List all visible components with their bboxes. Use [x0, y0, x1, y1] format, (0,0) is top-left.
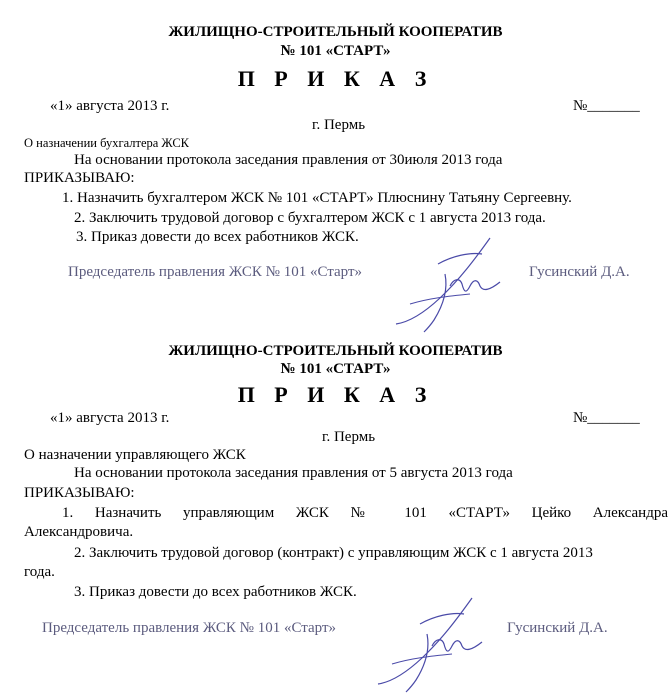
order-city: г. Пермь — [322, 429, 376, 445]
order-item-1: 1. Назначить управляющим ЖСК № 101 «СТАРТ» Цейко Александра — [62, 505, 668, 521]
order-item-2: 2. Заключить трудовой договор (контракт) с управляющим ЖСК с 1 августа 2013 — [74, 545, 593, 561]
order-item-1-continuation: Александровича. — [24, 524, 134, 540]
document-title: П Р И К А З — [237, 382, 434, 407]
order-subject: О назначении бухгалтера ЖСК — [24, 136, 189, 150]
order-item-3: 3. Приказ довести до всех работников ЖСК. — [76, 229, 359, 245]
order-item-1: 1. Назначить бухгалтером ЖСК № 101 «СТАРТ» Плюснину Татьяну Сергеевну. — [62, 190, 572, 206]
order-directive: ПРИКАЗЫВАЮ: — [24, 485, 135, 501]
order-subject: О назначении управляющего ЖСК — [24, 447, 246, 463]
organization-name: ЖИЛИЩНО-СТРОИТЕЛЬНЫЙ КООПЕРАТИВ — [168, 343, 503, 359]
order-date: «1» августа 2013 г. — [50, 98, 170, 114]
signer-name: Гусинский Д.А. — [507, 620, 608, 636]
document-title: П Р И К А З — [237, 66, 434, 91]
order-item-2-continuation: года. — [24, 564, 55, 580]
order-basis: На основании протокола заседания правления от 30июля 2013 года — [74, 152, 503, 168]
order-city: г. Пермь — [312, 117, 366, 133]
organization-number: № 101 «СТАРТ» — [280, 361, 391, 377]
order-basis: На основании протокола заседания правления от 5 августа 2013 года — [74, 465, 513, 481]
signer-name: Гусинский Д.А. — [529, 264, 630, 280]
signer-title: Председатель правления ЖСК № 101 «Старт» — [68, 264, 363, 280]
order-number: №_______ — [573, 98, 640, 114]
order-item-3: 3. Приказ довести до всех работников ЖСК. — [74, 584, 357, 600]
organization-number: № 101 «СТАРТ» — [280, 43, 391, 59]
order-date: «1» августа 2013 г. — [50, 410, 170, 426]
signer-title: Председатель правления ЖСК № 101 «Старт» — [42, 620, 337, 636]
organization-name: ЖИЛИЩНО-СТРОИТЕЛЬНЫЙ КООПЕРАТИВ — [168, 24, 503, 40]
order-number: №_______ — [573, 410, 640, 426]
order-item-2: 2. Заключить трудовой договор с бухгалтером ЖСК с 1 августа 2013 года. — [74, 210, 546, 226]
order-directive: ПРИКАЗЫВАЮ: — [24, 170, 135, 186]
signature-icon — [372, 594, 502, 694]
signature-icon — [390, 234, 520, 334]
